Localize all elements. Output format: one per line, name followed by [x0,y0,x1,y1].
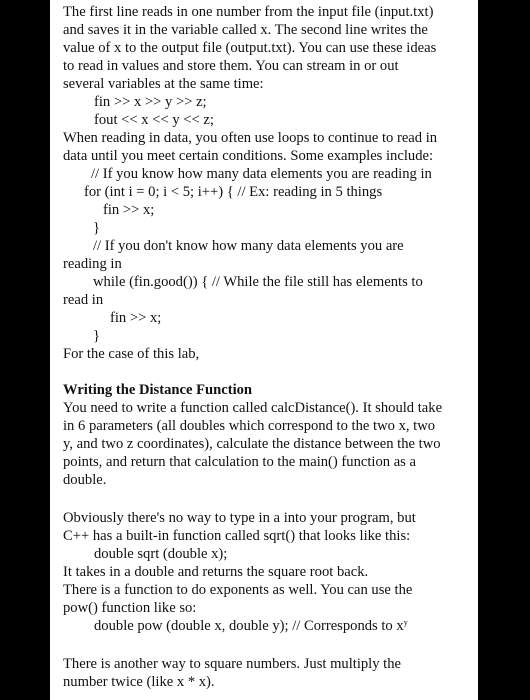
code-close-brace: } [93,328,101,344]
intro-line: to read in values and store them. You can stream in or out [63,58,399,74]
sqrt-desc-line: pow() function like so: [63,600,197,616]
code-fin-x: fin >> x; [110,310,162,326]
loops-intro-line: data until you meet certain conditions. Some examples include: [63,148,434,164]
comment-unknown-count-cont: reading in [63,256,122,272]
comment-known-count: // If you know how many data elements you are reading in [91,166,432,182]
distance-para-line: y, and two z coordinates), calculate the distance between the two [63,436,441,452]
code-pow-text: double pow (double x, double y); // Corresponds to x [94,618,404,634]
distance-para-line: in 6 parameters (all doubles which correspond to the two x, two [63,418,436,434]
code-pow-signature [94,617,408,637]
distance-para-line: points, and return that calculation to the main() function as a [63,454,416,470]
document-page [50,0,478,700]
comment-unknown-count: // If you don't know how many data elements you are [93,238,404,254]
section-heading: Writing the Distance Function [63,382,253,398]
code-while-line-cont: read in [63,292,104,308]
distance-para-line: You need to write a function called calcDistance(). It should take [63,400,443,416]
obviously-para-line: Obviously there's no way to type in a into your program, but [63,510,416,526]
code-fout-stream: fout << x << y << z; [94,112,214,128]
intro-line: several variables at the same time: [63,76,264,92]
code-close-brace: } [93,220,101,236]
loops-intro-line: When reading in data, you often use loops to continue to read in [63,130,438,146]
intro-line: The first line reads in one number from the input file (input.txt) [63,4,434,20]
sqrt-desc-line: There is a function to do exponents as well. You can use the [63,582,413,598]
case-line: For the case of this lab, [63,346,200,362]
pow-superscript: y [403,618,408,627]
intro-line: value of x to the output file (output.txt). You can use these ideas [63,40,437,56]
code-fin-x: fin >> x; [103,202,155,218]
code-sqrt-signature: double sqrt (double x); [94,546,228,562]
intro-line: and saves it in the variable called x. The second line writes the [63,22,428,38]
obviously-para-line: C++ has a built-in function called sqrt() that looks like this: [63,528,411,544]
square-para-line: number twice (like x * x). [63,674,215,690]
square-para-line: There is another way to square numbers. Just multiply the [63,656,402,672]
sqrt-desc-line: It takes in a double and returns the square root back. [63,564,369,580]
code-while-line: while (fin.good()) { // While the file still has elements to [93,274,423,290]
code-for-line: for (int i = 0; i < 5; i++) { // Ex: reading in 5 things [84,184,383,200]
code-fin-stream: fin >> x >> y >> z; [94,94,207,110]
distance-para-line: double. [63,472,107,488]
